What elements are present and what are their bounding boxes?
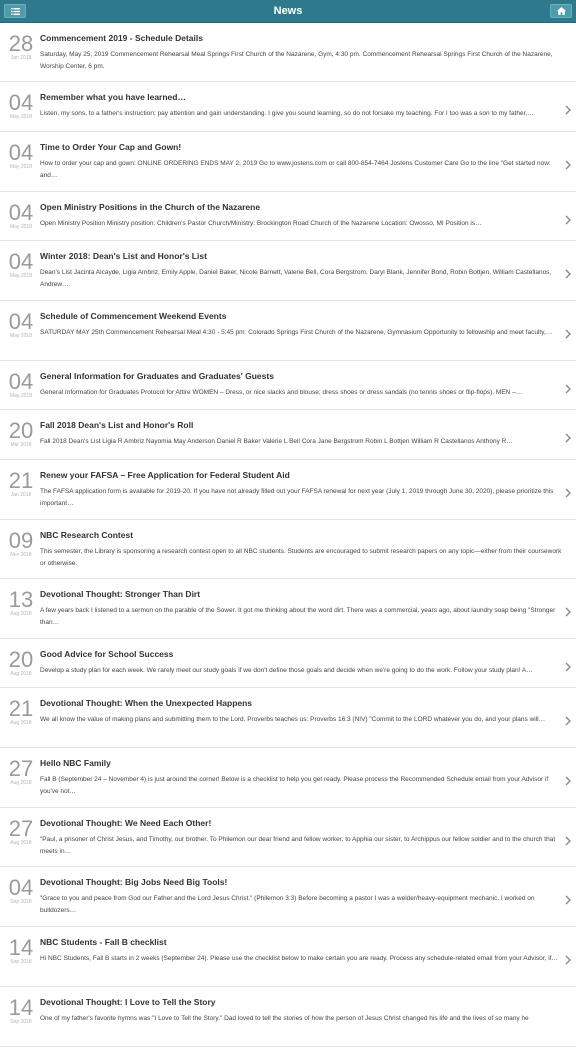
news-day: 04 [8, 369, 34, 394]
news-item[interactable] [0, 748, 576, 808]
news-day: 04 [8, 875, 34, 900]
news-date [6, 142, 36, 171]
news-item[interactable] [0, 867, 576, 927]
chevron-right-icon [564, 833, 572, 843]
news-day: 09 [8, 528, 34, 553]
news-date [6, 698, 36, 727]
news-item[interactable] [0, 808, 576, 867]
chevron-right-icon [564, 604, 572, 614]
news-title: Devotional Thought: I Love to Tell the Story [40, 997, 216, 1007]
news-title: Hello NBC Family [40, 758, 111, 768]
news-month-year: May 2018 [10, 333, 32, 339]
news-day: 20 [8, 418, 34, 443]
chevron-right-icon [564, 659, 572, 669]
news-date [6, 937, 36, 966]
news-date [6, 420, 36, 449]
chevron-right-icon [564, 326, 572, 336]
news-month-year: May 2018 [10, 114, 32, 120]
news-title: Remember what you have learned… [40, 92, 186, 102]
news-title: Devotional Thought: Big Jobs Need Big Tools! [40, 877, 228, 887]
news-day: 13 [8, 587, 34, 612]
news-day: 04 [8, 249, 34, 274]
news-day: 27 [8, 816, 34, 841]
news-date [6, 470, 36, 499]
news-month-year: Nov 2018 [10, 552, 32, 558]
chevron-right-icon [564, 157, 572, 167]
news-date [6, 92, 36, 121]
chevron-right-icon [564, 212, 572, 222]
news-month-year: Jan 2018 [10, 492, 32, 498]
news-month-year: Mar 2018 [10, 442, 32, 448]
news-item[interactable] [0, 639, 576, 688]
news-item[interactable] [0, 361, 576, 410]
news-summary: SATURDAY MAY 25th Commencement Rehearsal Meal 4:30 - 5:45 pm: Colorado Springs First Church of the Nazarene, Gymnasium Opportunity to fellowship and meet faculty,… [40, 329, 553, 336]
news-title: Renew your FAFSA – Free Application for Federal Student Aid [40, 470, 290, 480]
news-day: 04 [8, 140, 34, 165]
news-title: NBC Students - Fall B checklist [40, 937, 167, 947]
news-day: 20 [8, 647, 34, 672]
news-summary: We all know the value of making plans and submitting them to the Lord. Proverbs teaches us: Proverbs 16:3 (NIV) "Commit to the LORD whatever you do, and your plans will… [40, 716, 546, 723]
news-date [6, 251, 36, 280]
news-date [6, 997, 36, 1026]
news-title: Winter 2018: Dean's List and Honor's List [40, 251, 207, 261]
news-date [6, 202, 36, 231]
news-month-year: Sep 2018 [10, 959, 32, 965]
news-date [6, 877, 36, 906]
news-title: Schedule of Commencement Weekend Events [40, 311, 227, 321]
news-summary: Open Ministry Position Ministry position: Children's Pastor Church/Ministry: Brockington Road Church of the Nazarene Location: Owosso, MI Position is… [40, 220, 482, 227]
news-date [6, 311, 36, 340]
news-month-year: Aug 2018 [10, 611, 32, 617]
news-item[interactable] [0, 241, 576, 301]
news-month-year: Sep 2018 [10, 899, 32, 905]
news-summary: Develop a study plan for each week. We rarely meet our study goals if we don't define those goals and decide when we're going to do the work. Follow your study plan! A… [40, 667, 533, 674]
news-summary: One of my father's favorite hymns was "I Love to Tell the Story." Dad loved to tell the stories of how the person of Jesus Christ changed his life and the lives of so many he [40, 1015, 529, 1022]
news-summary: The FAFSA application form is available for 2019-20. If you have not already filled out your FAFSA renewal for next year (July 1, 2019 through June 30, 2020), please prioritize this important… [40, 488, 554, 507]
news-summary: Fall B (September 24 – November 4) is just around the corner! Below is a checklist to help you get ready. Please process the Recommended Schedule email from your Advisor if you've not… [40, 776, 549, 795]
news-month-year: Aug 2018 [10, 671, 32, 677]
news-item[interactable] [0, 688, 576, 748]
news-day: 21 [8, 696, 34, 721]
news-date [6, 589, 36, 618]
news-day: 28 [8, 31, 34, 56]
news-date [6, 33, 36, 62]
news-month-year: Jan 2018 [10, 55, 32, 61]
news-day: 14 [8, 935, 34, 960]
news-list [0, 23, 576, 1047]
news-day: 04 [8, 200, 34, 225]
news-title: Time to Order Your Cap and Gown! [40, 142, 182, 152]
news-day: 21 [8, 468, 34, 493]
chevron-right-icon [564, 952, 572, 962]
news-title: Commencement 2019 - Schedule Details [40, 33, 203, 43]
news-summary: Saturday, May 25, 2019 Commencement Rehearsal Meal Springs First Church of the Nazarene, Gym, 4:30 pm. Commencement Rehearsal Springs First Church of the Nazarene, Worship Center, 6 pm. [40, 51, 553, 70]
news-item[interactable] [0, 192, 576, 241]
news-day: 27 [8, 756, 34, 781]
news-month-year: Aug 2018 [10, 780, 32, 786]
news-item[interactable] [0, 82, 576, 132]
chevron-right-icon [564, 892, 572, 902]
news-title: Good Advice for School Success [40, 649, 174, 659]
news-month-year: Sep 2018 [10, 1019, 32, 1025]
news-title: Devotional Thought: When the Unexpected Happens [40, 698, 253, 708]
news-item[interactable] [0, 460, 576, 520]
news-day: 04 [8, 90, 34, 115]
news-summary: Listen, my sons, to a father's instruction; pay attention and gain understanding. I give you sound learning, so do not forsake my teaching. For I too was a son to my father,… [40, 110, 534, 117]
chevron-right-icon [564, 773, 572, 783]
news-item[interactable] [0, 23, 576, 82]
news-item[interactable] [0, 301, 576, 361]
page-title: News [273, 5, 303, 17]
news-summary: Fall 2018 Dean's List Ligia R Ambriz Nayomia May Anderson Daniel R Baker Valerie L Bell Cora Jane Bergstrom Robin L Bottjen William R Castellanos Anthony R… [40, 438, 513, 445]
news-date [6, 530, 36, 559]
news-item[interactable] [0, 987, 576, 1047]
news-title: General Information for Graduates and Graduates' Guests [40, 371, 274, 381]
news-month-year: May 2018 [10, 164, 32, 170]
news-month-year: Aug 2018 [10, 720, 32, 726]
news-month-year: May 2018 [10, 393, 32, 399]
news-title: Fall 2018 Dean's List and Honor's Roll [40, 420, 194, 430]
chevron-right-icon [564, 102, 572, 112]
chevron-right-icon [564, 430, 572, 440]
news-item[interactable] [0, 579, 576, 639]
news-summary: A few years back I listened to a sermon on the parable of the Sower. It got me thinking about the word dirt. There was a commercial, years ago, about laundry soap being "Stronger than… [40, 607, 556, 626]
news-item[interactable] [0, 132, 576, 192]
chevron-right-icon [564, 713, 572, 723]
news-title: Devotional Thought: Stronger Than Dirt [40, 589, 201, 599]
news-summary: This semester, the Library is sponsoring a research contest open to all NBC students. Students are encouraged to submit research papers on any topic—either from their coursework or otherwise. [40, 548, 562, 567]
home-button[interactable] [550, 4, 572, 18]
home-icon [557, 7, 566, 15]
news-month-year: Aug 2018 [10, 840, 32, 846]
news-item[interactable] [0, 927, 576, 987]
chevron-right-icon [564, 266, 572, 276]
news-day: 04 [8, 309, 34, 334]
news-summary: Hi NBC Students, Fall B starts in 2 weeks (September 24). Please use the checklist below to make certain you are ready. Process any schedule-related email from your Advisor, if… [40, 955, 558, 962]
news-title: Devotional Thought: We Need Each Other! [40, 818, 212, 828]
news-summary: How to order your cap and gown: ONLINE ORDERING ENDS MAY 2, 2019 Go to www.jostens.com or call 800-854-7464 Jostens Customer Care Go to the line "Get started now: and… [40, 160, 551, 179]
news-summary: "Grace to you and peace from God our Father and the Lord Jesus Christ." (Philemon 3:3) Before becoming a pastor I was a welder/heavy-equipment mechanic. I worked on bulldozers… [40, 895, 535, 914]
news-title: Open Ministry Positions in the Church of the Nazarene [40, 202, 261, 212]
chevron-right-icon [564, 485, 572, 495]
news-summary: "Paul, a prisoner of Christ Jesus, and Timothy, our brother. To Philemon our dear friend and fellow worker, to Apphia our sister, to Archippus our fellow soldier and to the church that meets in… [40, 836, 556, 855]
news-item[interactable] [0, 520, 576, 579]
news-month-year: May 2018 [10, 224, 32, 230]
news-month-year: May 2018 [10, 273, 32, 279]
news-day: 14 [8, 995, 34, 1020]
chevron-right-icon [564, 381, 572, 391]
news-title: NBC Research Contest [40, 530, 134, 540]
news-date [6, 371, 36, 400]
news-date [6, 818, 36, 847]
news-date [6, 649, 36, 678]
news-summary: General Information for Graduates Protocol for Attire WOMEN – Dress, or nice slacks and blouse; dress shoes or dress sandals (no tennis shoes or flip-flops). MEN –… [40, 389, 523, 396]
top-bar [0, 0, 576, 23]
news-item[interactable] [0, 410, 576, 460]
news-summary: Dean's List Jacinta Alcayde, Ligia Ambriz, Emily Apple, Daniel Baker, Nicole Barnett, Valerie Bell, Cora Bergstrom, Daryl Blank, Jennifer Bond, Robin Bottjen, William Castellanos, Andrew… [40, 269, 552, 288]
news-date [6, 758, 36, 787]
